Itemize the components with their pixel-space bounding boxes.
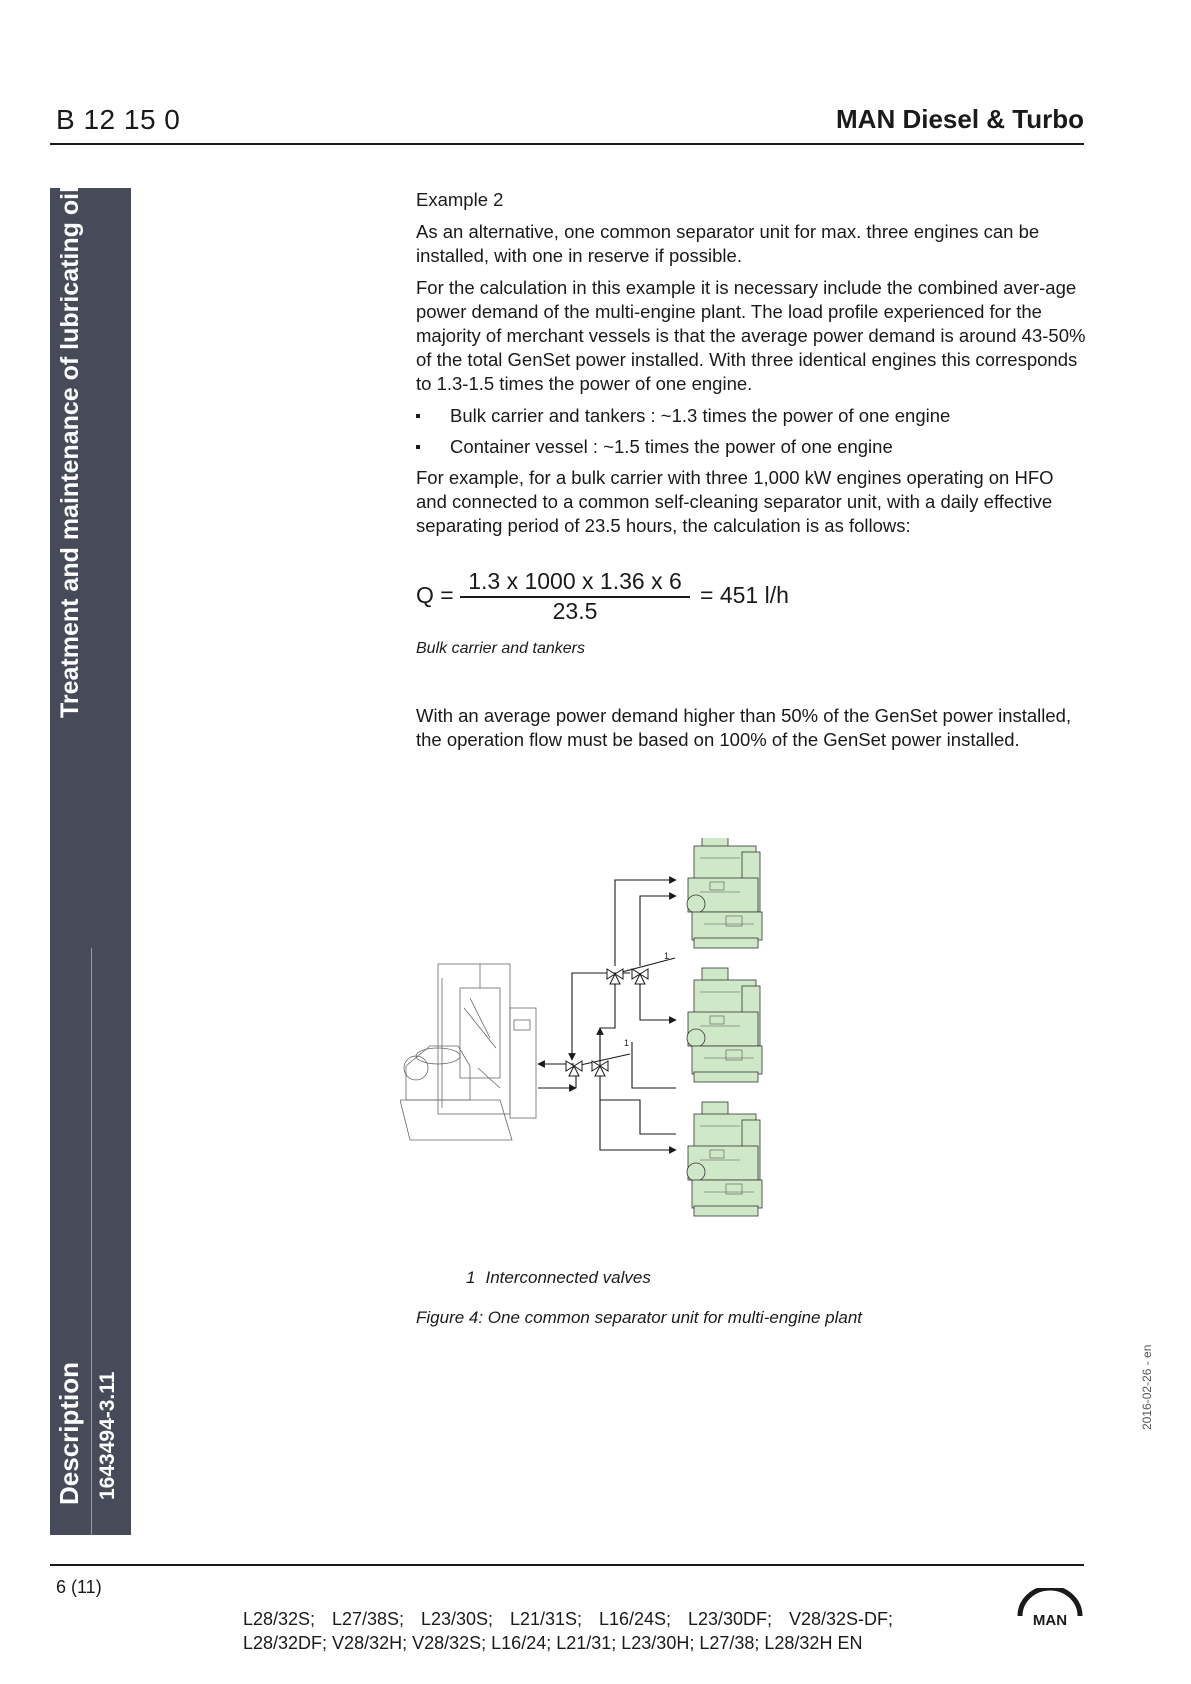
sidebar-chapter-title: Treatment and maintenance of lubricating oil — [56, 185, 84, 718]
document-code: B 12 15 0 — [56, 104, 181, 135]
company-name: MAN Diesel & Turbo — [836, 104, 1084, 134]
calculation-paragraph: For the calculation in this example it is necessary include the combined aver-age power demand of the multi-engine plant. The load profile experienced for the majority of merchant vessels is that the average power demand is around 43-50% of the total GenSet power installed. With three identical engines this corresponds to 1.3-1.5 times the power of one engine. — [416, 277, 1086, 394]
main-content — [416, 188, 1086, 546]
engine-1 — [687, 838, 762, 948]
valve-upper-right — [632, 969, 648, 984]
formula-denominator: 23.5 — [552, 598, 598, 624]
callout-label: 1 — [664, 951, 670, 961]
sidebar-document-number: 1643494-3.11 — [96, 1371, 119, 1500]
footer-divider — [50, 1564, 1084, 1566]
piping — [538, 880, 676, 1150]
sidebar-section-label: Description — [54, 1361, 84, 1505]
engine-2 — [687, 968, 762, 1082]
formula-result: = 451 l/h — [700, 582, 789, 608]
example-title: Example 2 — [416, 189, 504, 210]
valve-upper-left — [607, 969, 623, 984]
separator-plant-diagram — [400, 838, 860, 1273]
operation-flow-paragraph: With an average power demand higher than 50% of the GenSet power installed, the operation flow must be based on 100% of the GenSet power installed. — [416, 705, 1072, 750]
figure-legend — [466, 1268, 651, 1288]
bullet-item: Container vessel : ~1.5 times the power of one engine — [416, 435, 1086, 459]
logo-text: MAN — [1032, 1612, 1068, 1628]
man-logo — [1014, 1588, 1086, 1628]
legend-text: Interconnected valves — [485, 1268, 651, 1287]
figure-caption: Figure 4: One common separator unit for multi-engine plant — [416, 1308, 863, 1327]
header-divider — [50, 143, 1084, 145]
valve-lower-left — [566, 1061, 582, 1076]
callout-label: 1 — [624, 1038, 630, 1048]
formula-caption: Bulk carrier and tankers — [416, 640, 585, 657]
page-number: 6 (11) — [56, 1577, 102, 1597]
legend-number: 1 — [466, 1268, 476, 1287]
formula-lhs: Q = — [416, 582, 454, 608]
engine-3 — [687, 1102, 762, 1216]
revision-date: 2016-02-26 - en — [1140, 1344, 1154, 1430]
sidebar-divider — [91, 948, 92, 1535]
intro-paragraph: As an alternative, one common separator unit for max. three engines can be installed, with one in reserve if possible. — [416, 221, 1040, 266]
engine-types-list: L28/32S; L27/38S; L23/30S; L21/31S; L16/24S; L23/30DF; V28/32S-DF; L28/32DF; V28/32H; V28/32S; L16/24; L21/31; L23/30H; L27/38; L28/32H EN — [243, 1609, 893, 1653]
example-paragraph: For example, for a bulk carrier with three 1,000 kW engines operating on HFO and connected to a common self-cleaning separator unit, with a daily effective separating period of 23.5 hours, the calculation is as follows: — [416, 467, 1054, 536]
formula-numerator: 1.3 x 1000 x 1.36 x 6 — [468, 568, 682, 594]
vessel-bullet-list — [416, 404, 1086, 459]
separator-unit — [400, 964, 536, 1140]
bullet-item: Bulk carrier and tankers : ~1.3 times the power of one engine — [416, 404, 1086, 428]
